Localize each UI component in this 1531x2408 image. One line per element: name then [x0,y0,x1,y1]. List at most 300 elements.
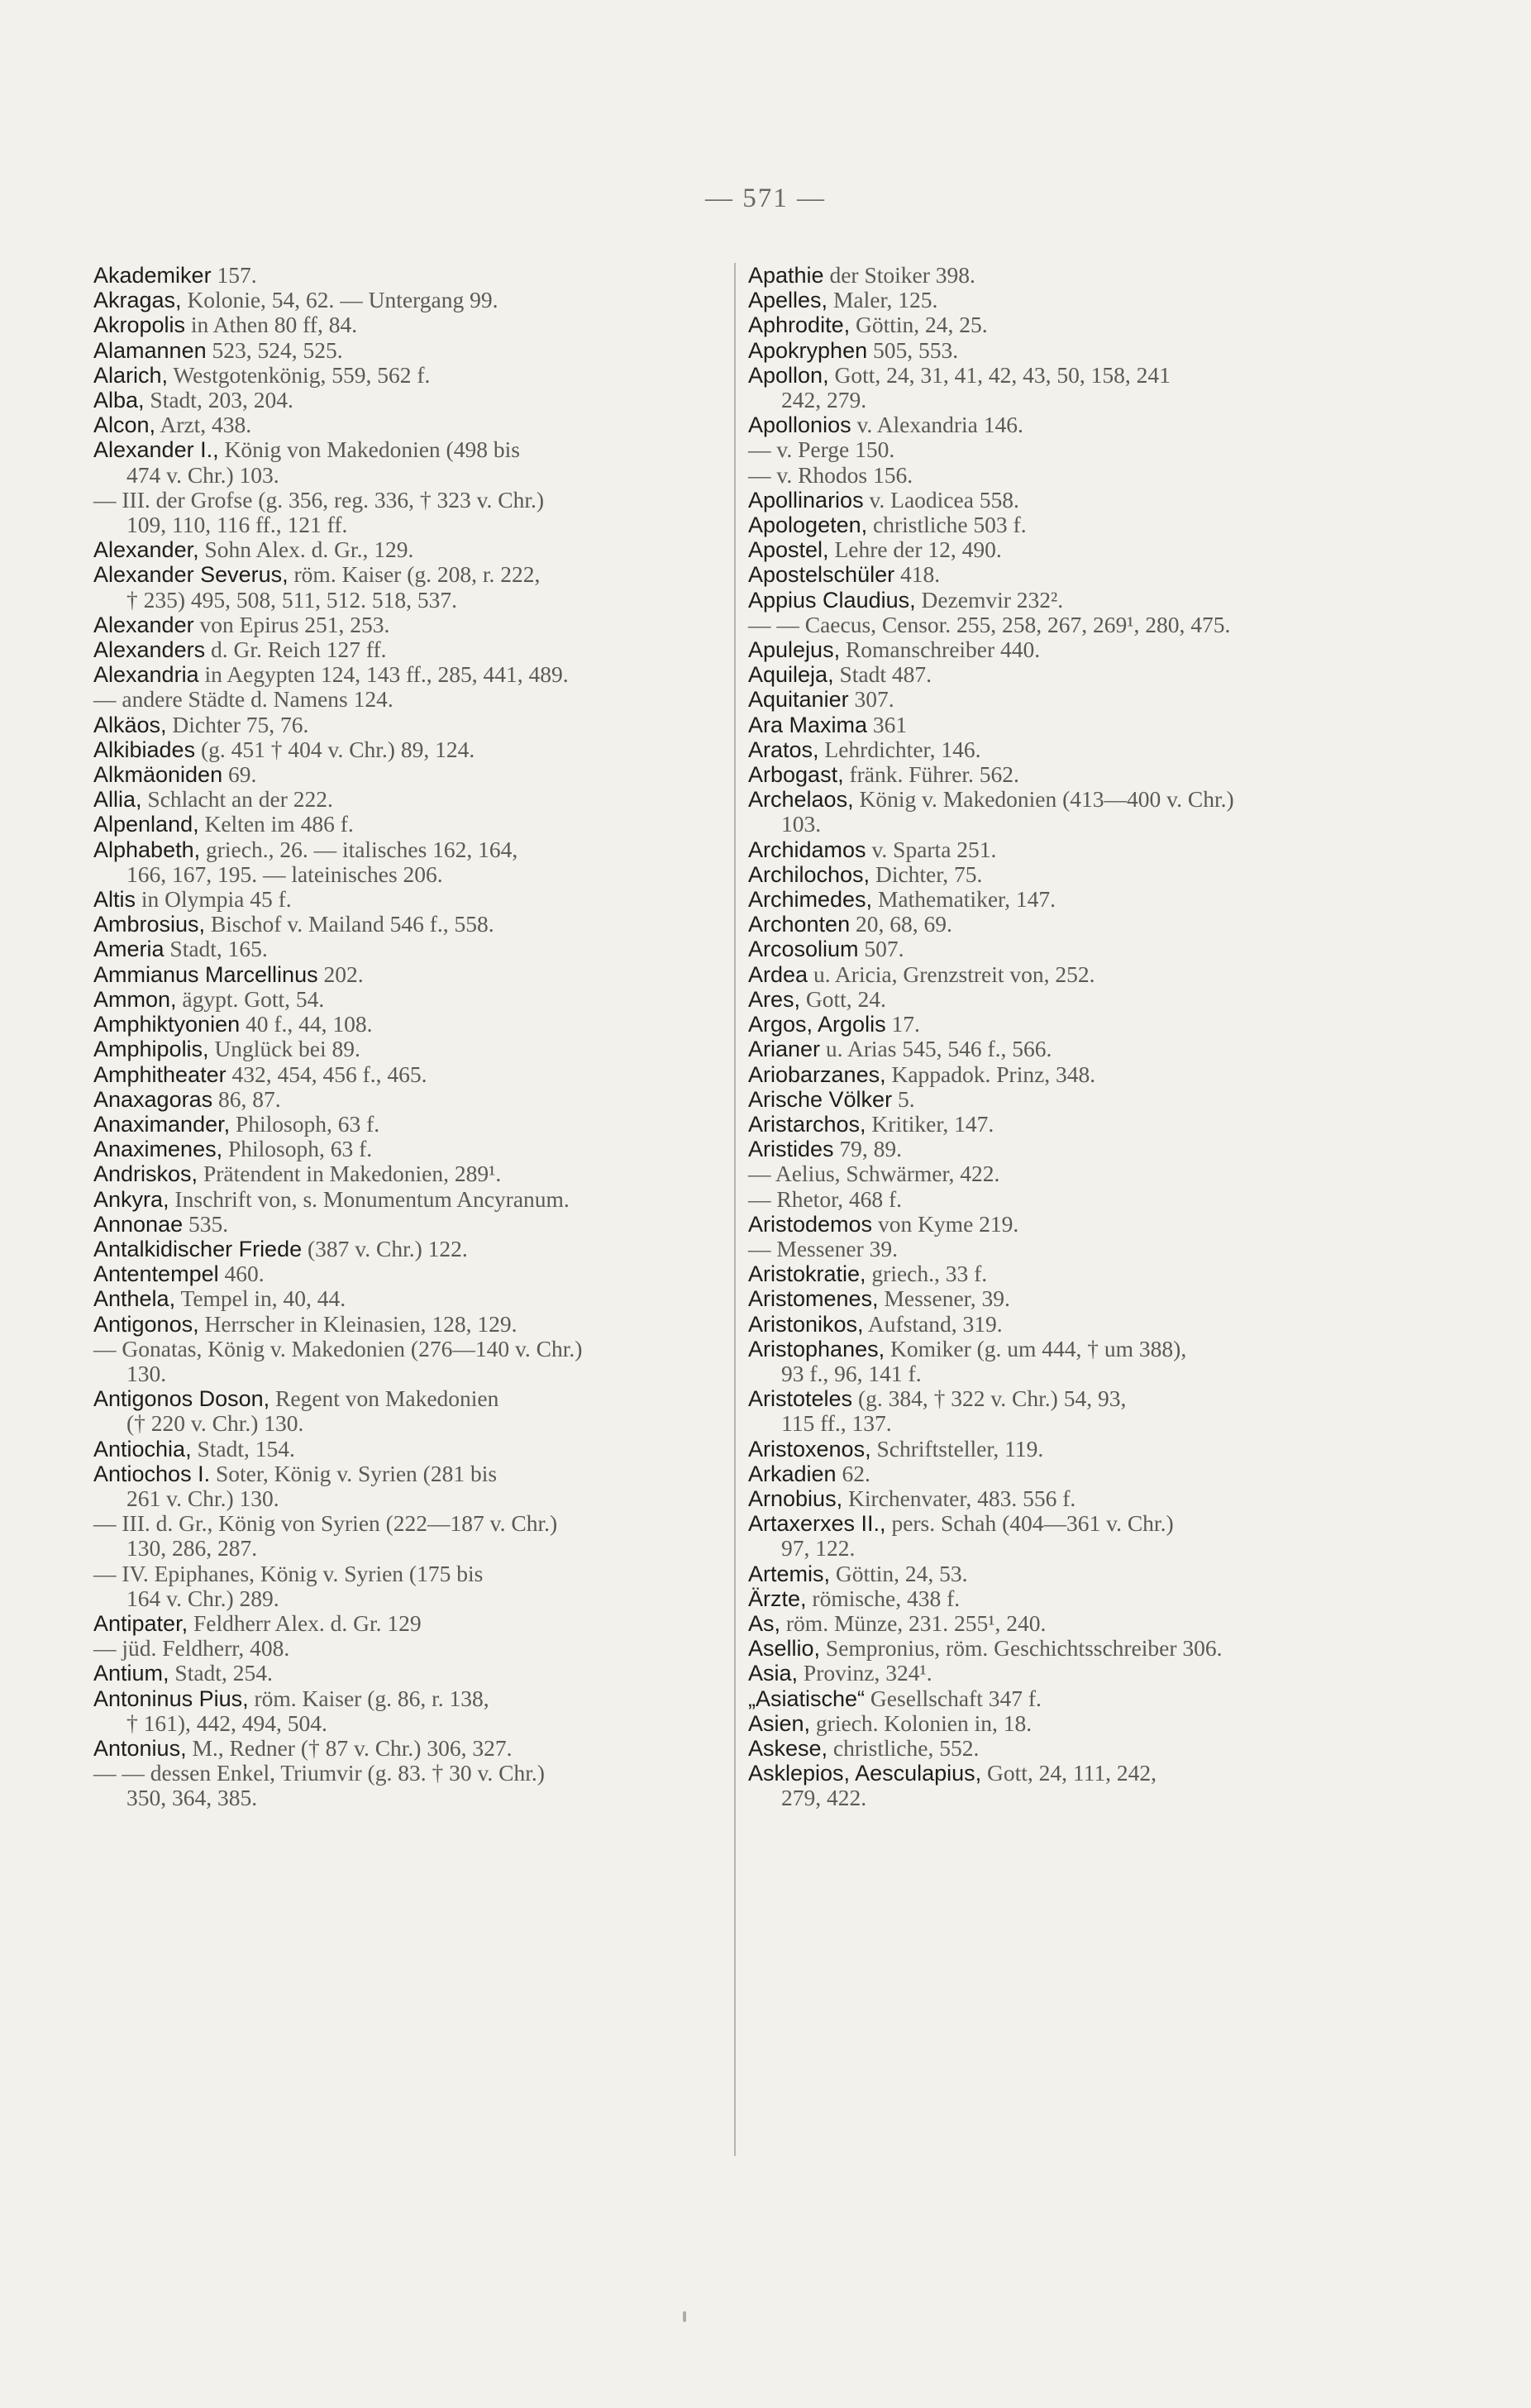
entry-headword: Alamannen [93,337,207,363]
entry-headword: Apologeten, [748,513,868,538]
entry-headword: Appius Claudius, [748,587,916,613]
entry-references: 157. [211,262,257,288]
entry-references: — v. Perge 150. [748,436,895,463]
entry-references: röm. Münze, 231. 255¹, 240. [780,1609,1047,1636]
entry-references: — Gonatas, König v. Makedonien (276—140 v. Chr.) [93,1335,583,1361]
entry-references: Philosoph, 63 f. [230,1110,380,1137]
entry-references: — Messener 39. [748,1235,899,1261]
entry-headword: Amphipolis, [93,1037,209,1062]
entry-references: 5. [892,1085,915,1112]
entry-references: Stadt, 203, 204. [144,387,293,413]
entry-references: — andere Städte d. Namens 124. [93,686,393,713]
entry-references: Stadt, 165. [164,936,268,962]
index-entry [748,1386,1385,1436]
entry-headword: Ammianus Marcellinus [93,961,318,987]
entry-continuation: † 235) 495, 508, 511, 512. 518, 537. [126,586,458,613]
entry-headword: Alba, [93,388,145,413]
entry-references: von Kyme 219. [872,1210,1019,1237]
entry-headword: Askese, [748,1735,828,1761]
print-speck [683,2311,686,2322]
entry-continuation: 103. [781,811,822,837]
entry-references: Aufstand, 319. [863,1310,1003,1337]
entry-headword: Asellio, [748,1636,821,1662]
entry-references: 523, 524, 525. [206,336,343,363]
entry-references: Maler, 125. [828,287,938,313]
index-entry [748,613,1385,637]
entry-headword: Aristides [748,1137,834,1162]
entry-headword: Aristomenes, [748,1286,879,1312]
entry-headword: Anaxagoras [93,1086,213,1112]
entry-references: 307. [848,686,894,713]
index-entry [93,787,726,812]
index-entry [93,338,726,363]
index-entry [93,1261,726,1286]
index-entry [748,1661,1385,1686]
entry-references: Regent von Makedonien [269,1385,499,1412]
index-entry [748,488,1385,513]
index-entry [93,1286,726,1311]
entry-headword: Antalkidischer Friede [93,1236,303,1261]
entry-references: Schlacht an der 222. [141,786,333,813]
entry-references: Kelten im 486 f. [198,811,354,837]
entry-references: Komiker (g. um 444, † um 388), [885,1335,1187,1361]
entry-headword: Aristokratie, [748,1261,866,1287]
entry-headword: Apelles, [748,288,828,313]
index-entry [93,1037,726,1061]
entry-headword: Antiochos I. [93,1461,211,1486]
entry-references: römische, 438 f. [806,1585,961,1611]
index-entry [93,388,726,412]
entry-headword: Ares, [748,986,801,1012]
entry-headword: Apostelschüler [748,562,895,588]
entry-headword: Alexander Severus, [93,562,289,588]
index-entry [748,537,1385,562]
entry-headword: Aristodemos [748,1211,873,1237]
entry-headword: Artemis, [748,1561,831,1586]
entry-headword: Aristophanes, [748,1336,885,1361]
entry-references: 507. [858,936,904,962]
entry-headword: Ara Maxima [748,712,868,737]
entry-continuation: 242, 279. [781,387,867,413]
index-entry [748,937,1385,961]
entry-headword: Annonae [93,1211,184,1237]
entry-headword: Aquitanier [748,687,849,713]
entry-headword: Archelaos, [748,787,854,813]
index-entry [93,987,726,1012]
entry-headword: Antigonos, [93,1311,199,1337]
index-entry [93,1661,726,1686]
index-entry [748,713,1385,737]
index-entry [93,488,726,537]
entry-references: — — dessen Enkel, Triumvir (g. 83. † 30 v. Chr.) [93,1760,545,1786]
index-column-left [93,263,726,1811]
entry-headword: Antiochia, [93,1436,192,1461]
entry-headword: Archonten [748,912,851,937]
index-entry [748,588,1385,613]
index-entry [748,437,1385,462]
entry-references: Sohn Alex. d. Gr., 129. [198,536,414,563]
entry-headword: Artaxerxes II., [748,1511,886,1537]
entry-references: Provinz, 324¹. [798,1660,932,1686]
entry-headword: Alexander [93,612,194,637]
index-entry [93,312,726,337]
entry-references: — v. Rhodos 156. [748,461,913,488]
entry-headword: Archilochos, [748,861,870,887]
index-entry [748,1437,1385,1461]
index-entry [93,1087,726,1112]
entry-references: 86, 87. [212,1085,281,1112]
entry-headword: Aquileja, [748,662,834,688]
index-entry [748,1161,1385,1186]
entry-continuation: 350, 364, 385. [126,1785,258,1811]
index-entry [748,1037,1385,1061]
entry-references: Sempronius, röm. Geschichtsschreiber 306. [820,1635,1223,1662]
entry-headword: Alexander, [93,537,199,563]
entry-headword: Apulejus, [748,637,841,663]
entry-references: der Stoiker 398. [823,262,975,288]
index-entry [748,1562,1385,1586]
index-entry [748,1486,1385,1511]
entry-continuation: 166, 167, 195. — lateinisches 206. [126,861,443,887]
index-entry [93,1212,726,1237]
entry-references: v. Sparta 251. [866,836,997,862]
entry-references: 535. [183,1210,229,1237]
entry-references: Feldherr Alex. d. Gr. 129 [188,1609,422,1636]
index-entry [748,312,1385,337]
index-entry [748,1312,1385,1337]
entry-headword: „Asiatische“ [748,1686,866,1711]
entry-headword: Amphiktyonien [93,1012,241,1037]
entry-headword: Anthela, [93,1286,176,1312]
entry-headword: Asien, [748,1710,811,1736]
entry-references: 202. [317,961,364,987]
index-entry [93,1137,726,1161]
entry-headword: Aristoxenos, [748,1436,871,1461]
index-entry [748,1212,1385,1237]
index-entry [748,1711,1385,1736]
entry-references: Kolonie, 54, 62. — Untergang 99. [181,287,498,313]
column-divider [734,263,736,2156]
index-entry [93,737,726,762]
index-entry [748,1237,1385,1261]
entry-references: Inschrift von, s. Monumentum Ancyranum. [169,1185,570,1212]
entry-headword: Anaximenes, [93,1137,223,1162]
entry-references: röm. Kaiser (g. 86, r. 138, [248,1685,489,1711]
entry-references: pers. Schah (404—361 v. Chr.) [885,1510,1174,1537]
entry-headword: Alarich, [93,362,169,388]
entry-headword: Aristoteles [748,1386,853,1412]
index-entry [748,687,1385,712]
entry-references: u. Aricia, Grenzstreit von, 252. [808,961,1095,987]
entry-headword: Ammon, [93,986,177,1012]
entry-headword: Asklepios, Aesculapius, [748,1761,982,1786]
index-entry [93,812,726,837]
index-entry [93,762,726,787]
entry-continuation: 130. [126,1360,167,1386]
entry-continuation: 93 f., 96, 141 f. [781,1360,922,1386]
entry-headword: Arcosolium [748,937,859,962]
entry-continuation: 109, 110, 116 ff., 121 ff. [126,512,348,538]
index-entry [93,613,726,637]
index-entry [748,1261,1385,1286]
index-entry [93,412,726,437]
entry-references: Romanschreiber 440. [840,637,1041,663]
entry-headword: Archimedes, [748,887,873,913]
entry-references: 79, 89. [833,1136,903,1162]
entry-headword: Ardea [748,961,808,987]
entry-references: Dichter 75, 76. [166,711,309,737]
entry-references: u. Arias 545, 546 f., 566. [820,1036,1052,1062]
entry-references: Tempel in, 40, 44. [175,1285,346,1312]
entry-references: röm. Kaiser (g. 208, r. 222, [288,561,541,588]
entry-continuation: 115 ff., 137. [781,1410,892,1437]
entry-references: Gott, 24, 111, 242, [981,1760,1157,1786]
entry-references: — IV. Epiphanes, König v. Syrien (175 bis [93,1560,484,1586]
index-entry [93,1062,726,1087]
index-entry [93,887,726,912]
entry-references: in Olympia 45 f. [136,886,292,913]
index-entry [748,338,1385,363]
index-entry [748,987,1385,1012]
entry-references: (g. 451 † 404 v. Chr.) 89, 124. [195,736,475,762]
index-entry [93,1012,726,1037]
entry-headword: Ambrosius, [93,912,206,937]
entry-references: — III. d. Gr., König von Syrien (222—187 v. Chr.) [93,1510,558,1537]
entry-references: Gott, 24, 31, 41, 42, 43, 50, 158, 241 [828,361,1171,388]
index-entry [748,1286,1385,1311]
index-entry [93,1437,726,1461]
entry-references: griech. Kolonien in, 18. [810,1709,1033,1736]
index-entry [93,687,726,712]
index-entry [93,363,726,388]
index-entry [748,463,1385,488]
entry-references: Göttin, 24, 25. [850,312,988,338]
index-entry [93,837,726,887]
entry-references: Herrscher in Kleinasien, 128, 129. [198,1310,517,1337]
index-entry [93,1511,726,1561]
entry-references: Gott, 24. [800,985,886,1012]
entry-headword: Alkibiades [93,737,196,762]
entry-references: griech., 33 f. [866,1261,988,1287]
index-entry [93,288,726,312]
entry-references: — Rhetor, 468 f. [748,1185,903,1212]
entry-headword: Antium, [93,1661,169,1686]
entry-references: (g. 384, † 322 v. Chr.) 54, 93, [852,1385,1127,1412]
index-entry [748,562,1385,587]
entry-references: Kirchenvater, 483. 556 f. [842,1485,1076,1511]
entry-references: christliche 503 f. [867,512,1027,538]
entry-headword: Andriskos, [93,1161,198,1187]
index-entry [748,412,1385,437]
entry-headword: Arianer [748,1037,821,1062]
index-entry [93,1337,726,1386]
index-entry [93,637,726,662]
index-entry [93,1562,726,1611]
entry-continuation: 130, 286, 287. [126,1535,258,1562]
index-entry [93,562,726,612]
index-entry [748,1012,1385,1037]
entry-references: Philosoph, 63 f. [222,1136,373,1162]
entry-headword: Allia, [93,787,142,813]
entry-references: Soter, König v. Syrien (281 bis [210,1460,498,1486]
entry-headword: Alkmäoniden [93,762,223,788]
entry-headword: Antonius, [93,1735,187,1761]
entry-references: Schriftsteller, 119. [870,1435,1044,1461]
entry-headword: Apollon, [748,362,829,388]
entry-headword: Ärzte, [748,1585,807,1611]
entry-headword: Akropolis [93,312,186,338]
entry-references: 62. [836,1460,870,1486]
entry-references: griech., 26. — italisches 162, 164, [200,836,518,862]
entry-references: Göttin, 24, 53. [830,1560,968,1586]
entry-headword: Arnobius, [748,1485,843,1511]
index-entry [93,1636,726,1661]
entry-continuation: 164 v. Chr.) 289. [126,1585,279,1611]
index-entry [93,937,726,961]
entry-continuation: († 220 v. Chr.) 130. [126,1410,304,1437]
index-entry [748,1062,1385,1087]
index-entry [93,537,726,562]
entry-references: 40 f., 44, 108. [240,1011,373,1037]
entry-references: 69. [222,761,257,788]
index-entry [748,1337,1385,1386]
entry-headword: As, [748,1610,781,1636]
entry-references: Unglück bei 89. [208,1036,360,1062]
entry-headword: Apokryphen [748,337,868,363]
entry-references: Dichter, 75. [870,861,983,887]
entry-references: v. Laodicea 558. [863,486,1019,513]
entry-headword: Altis [93,887,136,913]
entry-headword: Alphabeth, [93,837,201,862]
index-entry [93,1112,726,1137]
entry-references: Stadt, 154. [191,1435,295,1461]
index-entry [748,1761,1385,1810]
entry-headword: Aristarchos, [748,1111,866,1137]
index-column-right [748,263,1385,1811]
page-number: — 571 — [705,184,826,213]
index-entry [748,513,1385,537]
index-entry [93,1461,726,1511]
entry-references: 505, 553. [867,336,959,363]
index-entry [748,1087,1385,1112]
index-entry [93,1161,726,1186]
entry-references: 17. [885,1011,920,1037]
entry-headword: Antipater, [93,1610,188,1636]
entry-headword: Akragas, [93,288,182,313]
entry-references: 460. [218,1261,265,1287]
entry-continuation: 261 v. Chr.) 130. [126,1485,279,1511]
entry-references: Dezemvir 232². [915,586,1064,613]
entry-headword: Anaximander, [93,1111,231,1137]
index-entry [748,662,1385,687]
index-entry [748,862,1385,887]
index-entry [748,762,1385,787]
entry-references: 361 [867,711,908,737]
index-entry [748,363,1385,412]
entry-references: Arzt, 438. [155,412,252,438]
entry-references: Lehre der 12, 490. [828,536,1002,563]
index-entry [748,1636,1385,1661]
entry-headword: Arbogast, [748,762,844,788]
entry-headword: Ariobarzanes, [748,1061,886,1087]
entry-headword: Alexanders [93,637,206,663]
entry-references: 20, 68, 69. [850,911,952,937]
index-entry [748,1187,1385,1212]
index-entry [748,787,1385,837]
index-entry [748,1686,1385,1711]
entry-headword: Alexandria [93,662,199,688]
index-entry [748,1586,1385,1611]
entry-headword: Alcon, [93,412,156,438]
index-entry [93,1736,726,1761]
entry-headword: Apollinarios [748,487,864,513]
index-entry [93,662,726,687]
index-entry [93,263,726,288]
entry-headword: Arkadien [748,1461,837,1486]
entry-headword: Apathie [748,263,824,288]
entry-references: Kritiker, 147. [866,1110,994,1137]
entry-references: 432, 454, 456 f., 465. [226,1061,427,1087]
index-entry [748,288,1385,312]
entry-headword: Antentempel [93,1261,219,1287]
index-entry [748,837,1385,862]
index-entry [748,1511,1385,1561]
entry-references: König von Makedonien (498 bis [218,436,520,463]
entry-references: Prätendent in Makedonien, 289¹. [198,1161,502,1187]
index-entry [93,962,726,987]
entry-references: 418. [894,561,941,588]
entry-headword: Antigonos Doson, [93,1386,270,1412]
index-entry [93,1761,726,1810]
entry-references: Stadt 487. [833,661,932,688]
index-entry [748,912,1385,937]
entry-headword: Aristonikos, [748,1311,864,1337]
entry-references: — Aelius, Schwärmer, 422. [748,1161,1000,1187]
entry-continuation: 279, 422. [781,1785,867,1811]
entry-references: (387 v. Chr.) 122. [302,1235,468,1261]
entry-references: d. Gr. Reich 127 ff. [205,637,387,663]
entry-references: König v. Makedonien (413—400 v. Chr.) [853,786,1234,813]
entry-headword: Alexander I., [93,437,219,463]
entry-headword: Archidamos [748,837,866,862]
entry-continuation: 474 v. Chr.) 103. [126,461,279,488]
index-entry [748,263,1385,288]
index-entry [93,1611,726,1636]
index-entry [748,1112,1385,1137]
entry-references: — III. der Grofse (g. 356, reg. 336, † 323 v. Chr.) [93,486,545,513]
entry-references: Stadt, 254. [169,1660,273,1686]
entry-headword: Antoninus Pius, [93,1686,249,1711]
index-entry [748,737,1385,762]
entry-references: von Epirus 251, 253. [193,611,390,637]
entry-headword: Aphrodite, [748,312,851,338]
index-entry [748,1736,1385,1761]
entry-headword: Asia, [748,1661,799,1686]
entry-headword: Aratos, [748,737,819,762]
entry-references: Messener, 39. [878,1285,1010,1312]
index-entry [748,962,1385,987]
entry-references: — — Caecus, Censor. 255, 258, 267, 269¹, 280, 475. [748,611,1231,637]
entry-references: — jüd. Feldherr, 408. [93,1635,290,1662]
entry-headword: Apollonios [748,412,851,438]
entry-references: Westgotenkönig, 559, 562 f. [168,361,431,388]
index-entry [93,437,726,487]
entry-references: v. Alexandria 146. [851,412,1023,438]
entry-headword: Argos, Argolis [748,1012,886,1037]
index-entry [748,1137,1385,1161]
entry-references: M., Redner († 87 v. Chr.) 306, 327. [186,1734,513,1761]
entry-continuation: 97, 122. [781,1535,856,1562]
